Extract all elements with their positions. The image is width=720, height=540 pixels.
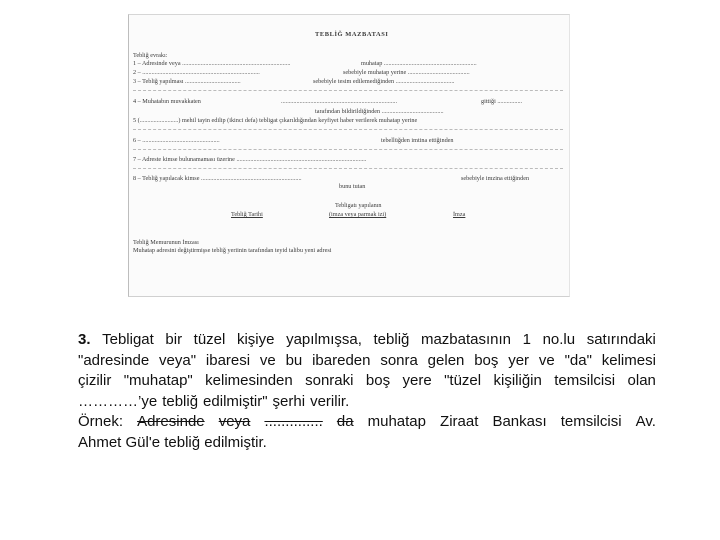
item-number: 3.	[78, 331, 91, 348]
word: 1	[522, 331, 531, 348]
paragraph-line	[78, 392, 656, 413]
word: mazbatasının	[420, 331, 512, 348]
word: "tüzel	[444, 372, 482, 389]
word: ve	[538, 351, 555, 369]
form-line: (imza veya parmak izi)	[329, 211, 387, 218]
word: muhatap	[367, 413, 426, 430]
word: olan	[627, 372, 656, 389]
paragraph-line	[78, 330, 656, 351]
form-line: sebebiyle imzina ettiğinden	[461, 175, 530, 182]
form-line: tarafından bildirildiğinden ........................................	[315, 108, 444, 115]
word: "muhatap"	[123, 372, 193, 389]
form-line: 4 – Muhatabın muvakkaten	[133, 98, 201, 105]
form-title: TEBLİĞ MAZBATASI	[315, 31, 389, 38]
form-line: Muhatap adresini değiştirmişse tebliğ yeriinin tarafından teyid talibu yeni adresi	[133, 247, 332, 254]
form-line: 7 – Adreste kimse bulunamaması üzerine ....................................................................................	[133, 156, 367, 163]
example-last-line	[78, 433, 656, 454]
word: sonra	[380, 351, 418, 369]
form-line: tebellüğden imtina ettiğinden	[381, 137, 454, 144]
form-line: 8 – Tebliğ yapılacak kimse .................................................................	[133, 175, 302, 182]
word: kelimesi	[601, 351, 656, 369]
word: gelen	[427, 351, 465, 369]
form-line: ...........................................................................	[281, 98, 398, 105]
word: edilmiştir"	[203, 392, 268, 410]
struck-word: da	[336, 413, 354, 430]
word: ve	[259, 351, 276, 369]
blank-line	[133, 168, 563, 169]
form-line: Tebliğ Memurunun İmzası	[133, 239, 199, 246]
form-line: Tebliğ Tarihi	[231, 211, 263, 218]
form-line: sebebiyle muhatap yerine ........................................	[343, 69, 470, 76]
word: Av.	[635, 413, 656, 430]
form-line: 6 – ..................................................	[133, 137, 220, 144]
word: Tebligat	[102, 331, 154, 348]
word: tebliğ	[373, 331, 410, 348]
word: yere	[402, 372, 432, 389]
word: boş	[365, 372, 391, 389]
word: yapılmışsa,	[286, 331, 362, 348]
word: bir	[165, 331, 183, 348]
struck-word: veya	[218, 413, 251, 430]
form-line: gittiği ................	[481, 98, 523, 105]
word: ibareden	[312, 351, 371, 369]
form-line: muhatap ............................................................	[361, 60, 477, 67]
form-line: Tebligatı yapılanın	[335, 202, 382, 209]
form-line: 3 – Tebliğ yapılması ....................................	[133, 78, 241, 85]
word: tebliğ	[162, 392, 199, 410]
word: yer	[508, 351, 530, 369]
word: kelimesinden	[205, 372, 293, 389]
example-prefix: Örnek:	[78, 413, 124, 430]
blank-line	[133, 149, 563, 150]
word: Bankası	[492, 413, 547, 430]
struck-word: Adresinde	[137, 413, 205, 430]
word: satırındaki	[586, 331, 656, 348]
form-line: 5 (.........................) mehil tayin edilip (ikinci defa) tebligat çıkarıldığından keyfiyet haber verilerek muhatap yerine	[133, 117, 418, 124]
form-line: sebebiyle tesim edilemediğinden ......................................	[313, 78, 455, 85]
example-text: Ahmet Gül'e tebliğ edilmiştir.	[78, 433, 267, 451]
word: veya"	[159, 351, 197, 369]
word: çizilir	[78, 372, 112, 389]
word: sonraki	[305, 372, 354, 389]
word: "da"	[564, 351, 592, 369]
word: verilir.	[310, 392, 350, 410]
paragraph-line	[78, 371, 656, 392]
blank-line	[133, 90, 563, 91]
struck-word: ..............	[264, 413, 323, 430]
explanation-paragraph	[78, 330, 656, 453]
word: …………’ye	[78, 392, 158, 410]
word: ibaresi	[205, 351, 251, 369]
form-line: İmza	[453, 211, 466, 218]
word: "adresinde	[78, 351, 150, 369]
form-line: bunu tutan	[339, 183, 366, 190]
blank-line	[133, 129, 563, 130]
example-line	[78, 412, 656, 433]
word: bu	[285, 351, 303, 369]
form-line: 2 – ............................................................................	[133, 69, 260, 76]
word: temsilcisi	[560, 413, 622, 430]
word: no.lu	[542, 331, 576, 348]
form-line: 1 – Adresinde veya ......................................................................	[133, 60, 291, 67]
word: tüzel	[193, 331, 226, 348]
word: Ziraat	[440, 413, 479, 430]
word: şerhi	[272, 392, 306, 410]
word: temsilcisi	[554, 372, 616, 389]
tebligat-form-scan	[128, 14, 570, 297]
word: kişiliğin	[493, 372, 542, 389]
paragraph-line	[78, 351, 656, 372]
word: kişiye	[236, 331, 275, 348]
word: boş	[474, 351, 499, 369]
form-line: Tebliğ evrakı:	[133, 52, 168, 59]
